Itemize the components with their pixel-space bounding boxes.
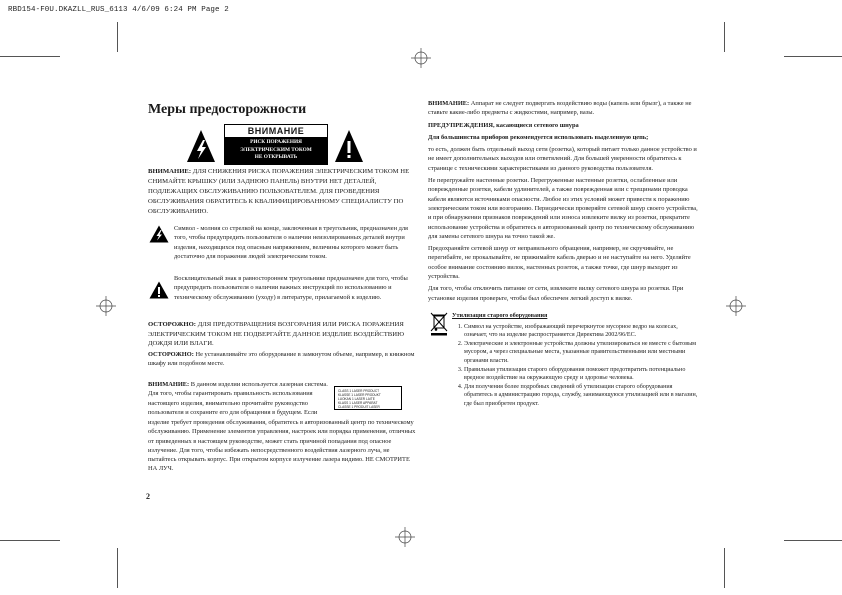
registration-mark-bottom bbox=[395, 527, 415, 547]
laser-label-line: KLASS 1 LASER APPARAT bbox=[338, 401, 378, 405]
registration-mark-left bbox=[96, 296, 116, 316]
page-number: 2 bbox=[146, 492, 150, 501]
exclamation-warning-icon bbox=[334, 129, 364, 163]
registration-mark-right bbox=[726, 296, 746, 316]
list-item: 4. Для получения более подробных сведений об утилизации старого оборудования обратитесь в администрацию города, службу, занимающуюся утилизацией или в магазин, где был приобретен продукт. bbox=[464, 383, 698, 409]
caution-lead: ВНИМАНИЕ: bbox=[148, 168, 192, 175]
laser-label-line: KLASSE 1 LASER PRODUKT bbox=[338, 393, 381, 397]
warning-line: РИСК ПОРАЖЕНИЯ bbox=[250, 139, 302, 145]
lightning-text: Символ - молния со стрелкой на конце, заключенная в треугольник, предназначен для того, чтобы предупредить пользователя о наличии неизолированных деталей внутри изделия, находящихся под опасным напряжением, величины которого может быть достаточно для поражения людей электрическим током. bbox=[174, 225, 408, 260]
laser-warning-bottom bbox=[148, 418, 416, 474]
power-cord-heading: ПРЕДУПРЕЖДЕНИЯ, касающиеся сетевого шнура bbox=[428, 121, 579, 129]
water-lead: ВНИМАНИЕ: bbox=[428, 100, 470, 107]
caution-paragraph bbox=[148, 167, 416, 217]
dedicated-circuit-text: то есть, должен быть отдельный выход сети (розетка), который питает только данное устройство и не имеет дополнительных выходов или ответвлений. Для большей уверенности обратитесь к странице с техническими характеристиками из данного руководства пользователя. bbox=[428, 146, 697, 172]
list-item: 2. Электрические и электронные устройства должны утилизироваться не вместе с бытовым мусором, а через специальные места, указанные правительственными или местными органами власти. bbox=[464, 340, 698, 366]
disconnect-text: Для того, чтобы отключить питание от сети, извлеките вилку сетевого шнура из розетки. При установке изделия проверьте, чтобы был обеспечен легкий доступ к вилке. bbox=[428, 285, 684, 302]
left-column bbox=[148, 167, 416, 217]
warning-heading: ВНИМАНИЕ bbox=[225, 125, 327, 138]
laser-product-label bbox=[334, 386, 402, 410]
water-warning bbox=[428, 99, 698, 118]
page-title: Меры предосторожности bbox=[148, 102, 307, 117]
warning-box bbox=[224, 124, 328, 165]
crop-mark bbox=[117, 548, 118, 588]
exclamation-explanation bbox=[174, 274, 418, 302]
disposal-section bbox=[452, 312, 698, 409]
laser-label-line: LUOKAN 1 LASER LAITE bbox=[338, 397, 375, 401]
print-slug: RBD154-F0U.DKAZLL_RUS_6113 4/6/09 6:24 PM Page 2 bbox=[8, 6, 229, 14]
laser-text-b: изделие требует проведения обслуживания, обратитесь в авторизованный центр по техническому обслуживанию. Применение элементов управления, настроек или порядка применения, отличных от приведенных в настоящем руководстве, может стать причиной попадания под опасное излучение. Для того, чтобы избежать непосредственного воздействия лазерного луча, не пытайтесь открывать корпус. При открытом корпусе излучение лазера видимо. НЕ СМОТРИТЕ НА ЛУЧ. bbox=[148, 419, 416, 473]
laser-lead: ВНИМАНИЕ: bbox=[148, 381, 190, 388]
crop-mark bbox=[724, 22, 725, 52]
laser-paragraph-a bbox=[148, 380, 330, 417]
list-item: 1. Символ на устройстве, изображающий перечеркнутое мусорное ведро на колесах, означает, что на изделие распространяется Директива 2002/96/EC. bbox=[464, 323, 698, 340]
disposal-list bbox=[452, 323, 698, 409]
right-column bbox=[428, 99, 698, 303]
exclamation-text: Восклицательный знак в равностороннем треугольнике предназначен для того, чтобы предупредить пользователя о наличии важных инструкций по использованию и техническому обслуживанию (уходу) в литературе, прилагаемой к изделию. bbox=[174, 275, 408, 301]
laser-label-line: CLASSE 1 PRODUIT LASER bbox=[338, 405, 380, 409]
crop-mark bbox=[724, 548, 725, 588]
enclosure-paragraph bbox=[148, 350, 416, 369]
cord-protect-text: Предохраняйте сетевой шнур от неправильного обращения, например, не скручивайте, не перегибайте, не прокалывайте, не прижимайте кабель дверью и не наступайте на него. Уделяйте особое внимание состоянию вилок, настенных розеток, а также точке, где шнур выходит из устройства. bbox=[428, 245, 691, 281]
warning-text bbox=[225, 138, 327, 165]
crop-mark bbox=[0, 540, 60, 541]
enclosure-lead: ОСТОРОЖНО: bbox=[148, 351, 194, 358]
laser-label-line: CLASS 1 LASER PRODUCT bbox=[338, 389, 380, 393]
laser-warning-top bbox=[148, 380, 330, 417]
overload-text: Не перегружайте настенные розетки. Перегруженные настенные розетки, ослабленные или поврежденные розетки, кабели удлинителей, а также поврежденная или с трещинами проводка кабеля являются источниками опасности. Любое из этих условий может привести к поражению электрическим током или возгоранию. Периодически проверяйте сетевой шнур своего устройства, и при обнаружении признаков повреждений или износа извлеките вилку из розетки, прекратите использование устройства и обратитесь в авторизованный центр по техническому обслуживанию для замены сетевого шнура на точно такой же. bbox=[428, 177, 698, 240]
warning-line: ЭЛЕКТРИЧЕСКИМ ТОКОМ bbox=[240, 146, 312, 153]
crop-mark bbox=[784, 56, 842, 57]
rain-warning bbox=[148, 320, 416, 349]
dedicated-circuit-heading: Для большинства приборов рекомендуется использовать выделенную цепь; bbox=[428, 133, 649, 141]
list-item: 3. Правильная утилизация старого оборудования поможет предотвратить потенциально вредное воздействие на окружающую среду и здоровье человека. bbox=[464, 366, 698, 383]
rain-lead: ОСТОРОЖНО: bbox=[148, 321, 197, 328]
water-text: Аппарат не следует подвергать воздействию воды (капель или брызг), а также не ставьте какие-либо предметы с жидкостями, например, вазы. bbox=[428, 100, 692, 117]
crossed-bin-icon bbox=[430, 312, 448, 336]
rain-paragraph bbox=[148, 320, 416, 349]
lightning-explanation bbox=[174, 224, 416, 261]
disposal-title: Утилизация старого оборудования bbox=[452, 313, 548, 319]
lightning-small-icon bbox=[149, 225, 169, 243]
warning-line: НЕ ОТКРЫВАТЬ bbox=[254, 154, 298, 160]
enclosure-warning bbox=[148, 350, 416, 369]
crop-mark bbox=[117, 22, 118, 52]
enclosure-text: Не устанавливайте это оборудование в замкнутом объеме, например, в книжном шкафу или подобном месте. bbox=[148, 351, 415, 368]
lightning-warning-icon bbox=[186, 129, 216, 163]
registration-mark-top bbox=[411, 48, 431, 68]
rain-text: ДЛЯ ПРЕДОТВРАЩЕНИЯ ВОЗГОРАНИЯ ИЛИ РИСКА ПОРАЖЕНИЯ ЭЛЕКТРИЧЕСКИМ ТОКОМ НЕ ПОДВЕРГАЙТЕ ДАННОЕ ИЗДЕЛИЕ ВОЗДЕЙСТВИЮ ДОЖДЯ ИЛИ ВЛАГИ. bbox=[148, 321, 404, 348]
crop-mark bbox=[784, 540, 842, 541]
laser-text-a: В данном изделии используется лазерная система. Для того, чтобы гарантировать правильность использования настоящего изделия, внимательно прочитайте руководство пользователя и сохраните его для обращения в будущем. Если bbox=[148, 381, 328, 416]
caution-text: ДЛЯ СНИЖЕНИЯ РИСКА ПОРАЖЕНИЯ ЭЛЕКТРИЧЕСКИМ ТОКОМ НЕ СНИМАЙТЕ КРЫШКУ (ИЛИ ЗАДНЮЮ ПАНЕЛЬ) ВНУТРИ НЕТ ДЕТАЛЕЙ, ПОДЛЕЖАЩИХ ОБСЛУЖИВАНИЮ ПОЛЬЗОВАТЕЛЕМ. ДЛЯ ПРОВЕДЕНИЯ ОБСЛУЖИВАНИЯ ОБРАТИТЕСЬ К КВАЛИФИЦИРОВАННОМУ СПЕЦИАЛИСТУ ПО ОБСЛУЖИВАНИЮ. bbox=[148, 168, 410, 215]
crop-mark bbox=[0, 56, 60, 57]
exclamation-small-icon bbox=[149, 281, 169, 299]
